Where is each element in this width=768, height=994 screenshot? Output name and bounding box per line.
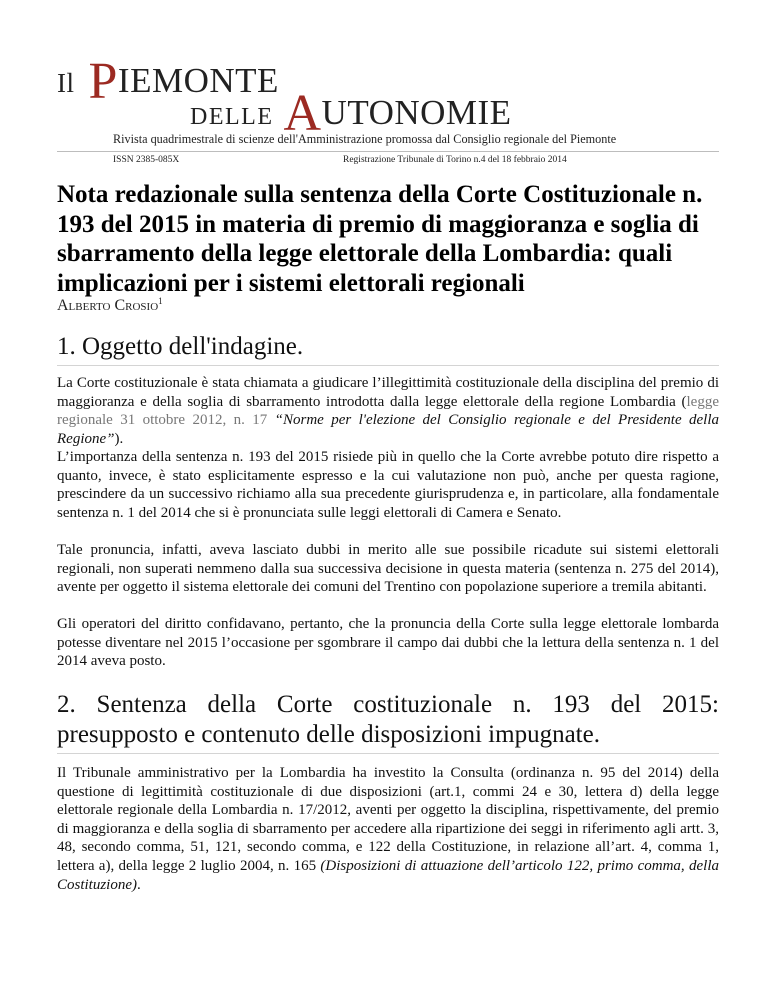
section-2-paragraph-1 — [57, 764, 719, 894]
masthead-delle: DELLE — [190, 104, 274, 130]
section-1-paragraph-2: L’importanza della sentenza n. 193 del 2015 risiede più in quello che la Corte avrebbe potuto dire rispetto a quanto, invece, è stato esplicitamente espresso e la cui valutazione non può, anche per questa ragione, prescindere da un successivo richiamo alla sua precedente giurisprudenza e, in particolare, alla fondamentale sentenza n. 1 del 2014 che si è pronunciata sulle leggi elettorali di Camera e Senato. — [57, 449, 719, 521]
article-title: Nota redazionale sulla sentenza della Corte Costituzionale n. 193 del 2015 in materia di premio di maggioranza e soglia di sbarramento della legge elettorale della Lombardia: quali implicazioni per i sistemi elettorali regionali — [57, 181, 703, 297]
masthead-piemonte-rest: IEMONTE — [117, 61, 279, 100]
section-1-paragraph-4: Gli operatori del diritto confidavano, pertanto, che la pronuncia della Corte sulla legge elettorale lombarda potesse diventare nel 2015 l’occasione per sgombrare il campo dai dubbi che la lettura della sentenza n. 1 del 2014 aveva posto. — [57, 616, 719, 670]
section-1-paragraph-1 — [57, 374, 719, 448]
author-footnote-ref[interactable]: 1 — [158, 296, 163, 306]
section-2-heading: 2. Sentenza della Corte costituzionale n. 193 del 2015: presupposto e contenuto delle disposizioni impugnate. — [57, 691, 719, 748]
masthead-piemonte-initial: P — [88, 53, 118, 110]
masthead-divider — [57, 151, 719, 152]
masthead-il: Il — [57, 68, 75, 98]
author-name: Alberto Crosio — [57, 297, 159, 314]
journal-masthead — [57, 44, 717, 144]
section-2-divider — [57, 753, 719, 754]
s2-p1-text: Il Tribunale amministrativo per la Lombardia ha investito la Consulta (ordinanza n. 95 del 2014) della questione di legittimità costituzionale di due disposizioni (art.1, commi 24 e 30, lettera d) della legge elettorale regionale della Lombardia n. 17/2012, aventi per oggetto la disciplina, rispettivamente, del premio di maggioranza e della soglia di sbarramento per accedere alla ripartizione dei seggi in riferimento agli artt. 3, 48, secondo comma, 51, 121, secondo comma, e 122 della Costituzione, in relazione all’art. 4, comma 1, lettera a), della legge 2 luglio 2004, n. 165 — [57, 765, 719, 874]
masthead-subtitle: Rivista quadrimestrale di scienze dell'Amministrazione promossa dal Consiglio regionale del Piemonte — [113, 132, 617, 146]
masthead-autonomie-initial: A — [283, 85, 322, 142]
section-1-divider — [57, 365, 719, 366]
section-1-heading: 1. Oggetto dell'indagine. — [57, 333, 304, 360]
article-author — [57, 296, 163, 315]
s1-p1-text-end: ). — [114, 430, 124, 447]
masthead-autonomie-rest: UTONOMIE — [321, 93, 512, 132]
law-title-italic: “Norme per l'elezione del Consiglio regionale e del Presidente della Regione” — [57, 412, 720, 447]
section-1-paragraph-3: Tale pronuncia, infatti, aveva lasciato dubbi in merito alle sue possibile ricadute sui sistemi elettorali regionali, non superati nemmeno dalla sua successiva decisione in questa materia (sentenza n. 275 del 2014), avente per oggetto il sistema elettorale dei comuni del Trentino con popolazione superiore a tremila abitanti. — [57, 542, 719, 596]
law-link[interactable]: legge regionale 31 ottobre 2012, n. 17 — [57, 393, 719, 429]
registration-info: Registrazione Tribunale di Torino n.4 del 18 febbraio 2014 — [343, 155, 567, 165]
issn-number: ISSN 2385-085X — [113, 155, 180, 165]
s2-p1-end: . — [137, 876, 141, 893]
s2-p1-italic: (Disposizioni di attuazione dell’articolo 122, primo comma, della Costituzione) — [57, 857, 719, 893]
s1-p1-text-start: La Corte costituzionale è stata chiamata a giudicare l’illegittimità costituzionale della disciplina del premio di maggioranza e della soglia di sbarramento introdotta dalla legge elettorale della regione Lombardia ( — [57, 375, 719, 410]
